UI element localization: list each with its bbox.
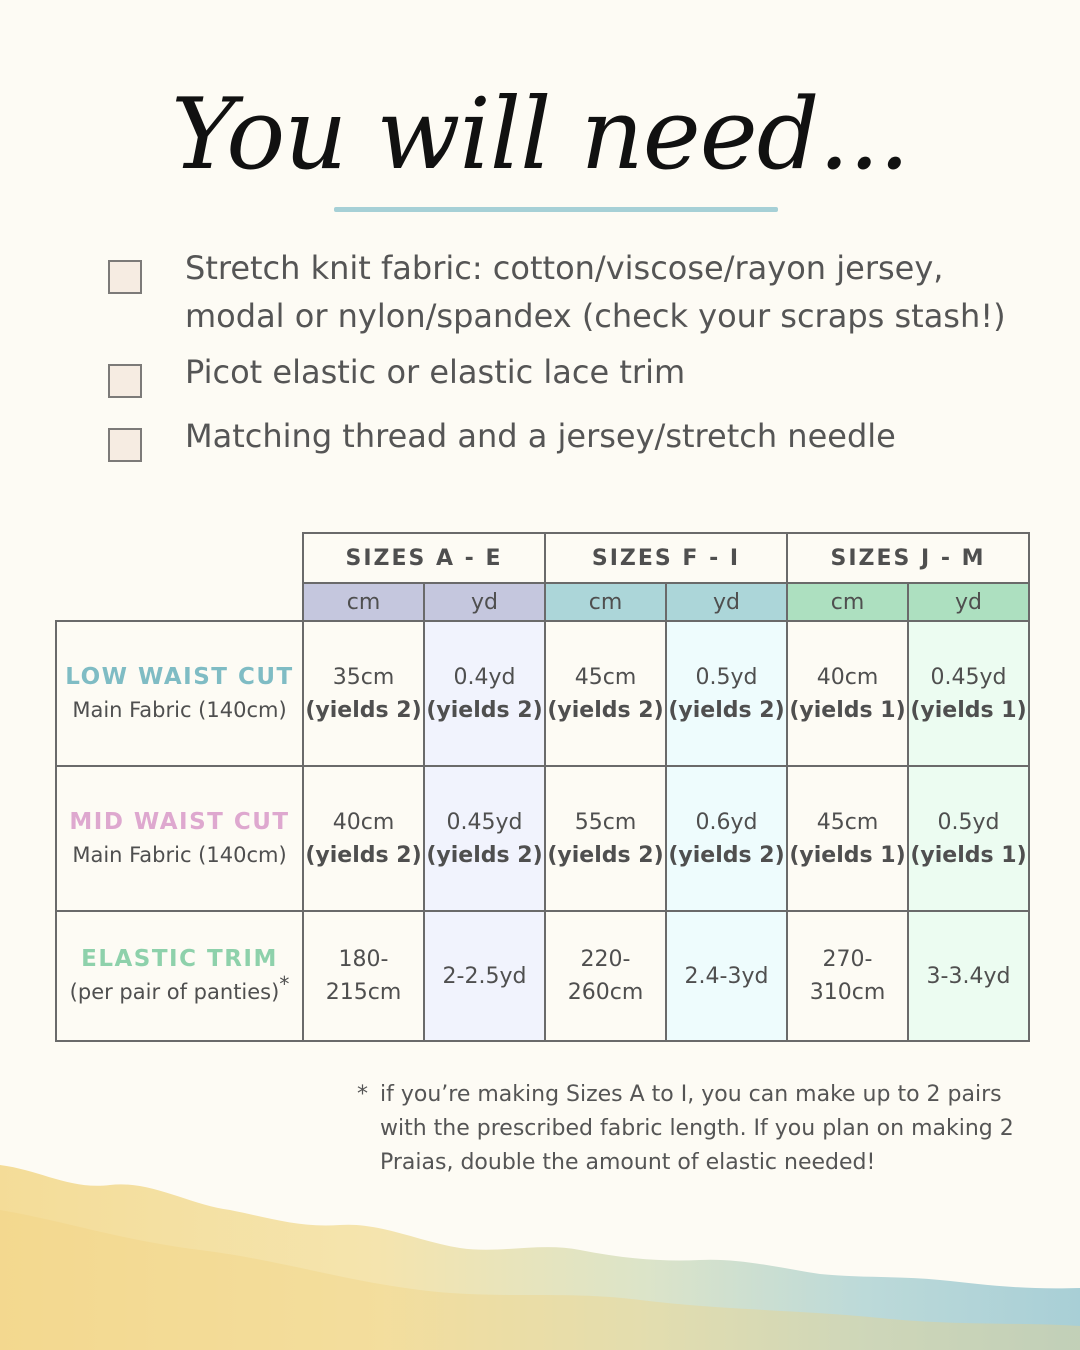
- table-row: [56, 911, 1029, 1041]
- title-underline: [334, 207, 778, 212]
- page-title: You will need...: [171, 78, 909, 192]
- group-header-sizes-f-i: SIZES F - I: [545, 533, 787, 583]
- cell-yield: (yields 2): [668, 842, 785, 868]
- unit-header: cm: [545, 583, 666, 621]
- cell-value: 0.4yd: [453, 664, 516, 690]
- table-corner: [56, 583, 303, 621]
- table-cell: [787, 911, 908, 1041]
- cell-yield: (yields 1): [789, 842, 906, 868]
- cell-value: 45cm: [816, 809, 879, 835]
- cell-yield: (yields 2): [668, 697, 785, 723]
- cell-yield: (yields 2): [305, 842, 422, 868]
- table-cell: [303, 766, 424, 911]
- table-cell: [545, 621, 666, 766]
- unit-header: yd: [908, 583, 1029, 621]
- table-cell: [545, 911, 666, 1041]
- checklist-text: Picot elastic or elastic lace trim: [185, 353, 686, 391]
- checkbox[interactable]: [108, 428, 142, 462]
- table-cell: [545, 766, 666, 911]
- cell-value: 40cm: [816, 664, 879, 690]
- footnote-asterisk: *: [279, 972, 290, 996]
- cell-value: 0.5yd: [937, 809, 1000, 835]
- table-cell: [666, 911, 787, 1041]
- cell-value: 260cm: [567, 980, 644, 1005]
- cell-yield: (yields 2): [547, 697, 664, 723]
- cell-value: 0.45yd: [930, 664, 1007, 690]
- cell-value: 180-: [338, 947, 389, 972]
- cell-value: 55cm: [574, 809, 637, 835]
- cell-value: 3-3.4yd: [926, 963, 1011, 989]
- cell-value: 0.5yd: [695, 664, 758, 690]
- cell-value: 0.45yd: [446, 809, 523, 835]
- table-cell: [908, 766, 1029, 911]
- cell-yield: (yields 2): [426, 842, 543, 868]
- cell-value: 0.6yd: [695, 809, 758, 835]
- unit-header: cm: [787, 583, 908, 621]
- checklist-text: Matching thread and a jersey/stretch needle: [185, 417, 896, 455]
- row-subtitle: Main Fabric (140cm): [72, 697, 287, 722]
- cell-yield: (yields 2): [305, 697, 422, 723]
- cell-value: 2.4-3yd: [684, 963, 769, 989]
- table-cell: [303, 911, 424, 1041]
- cell-yield: (yields 2): [547, 842, 664, 868]
- table-cell: [908, 621, 1029, 766]
- cell-value: 270-: [822, 947, 873, 972]
- row-label-low-waist: [56, 621, 303, 766]
- footnote-text: if you’re making Sizes A to I, you can make up to 2 pairs with the prescribed fabric length. If you plan on making 2 Praias, double the amount of elastic needed!: [380, 1082, 1014, 1175]
- checkbox[interactable]: [108, 364, 142, 398]
- cell-yield: (yields 1): [910, 842, 1027, 868]
- table-cell: [787, 621, 908, 766]
- table-corner: [56, 533, 303, 583]
- footnote-mark: *: [357, 1082, 368, 1107]
- group-header-sizes-j-m: SIZES J - M: [787, 533, 1029, 583]
- unit-header: yd: [666, 583, 787, 621]
- table-cell: [424, 911, 545, 1041]
- table-cell: [787, 766, 908, 911]
- watercolor-wash: [0, 1150, 1080, 1350]
- table-cell: [908, 911, 1029, 1041]
- row-title: ELASTIC TRIM: [81, 946, 278, 972]
- row-subtitle: Main Fabric (140cm): [72, 842, 287, 867]
- row-subtitle-text: (per pair of panties): [69, 980, 280, 1004]
- unit-header: yd: [424, 583, 545, 621]
- row-label-elastic-trim: [56, 911, 303, 1041]
- row-label-mid-waist: [56, 766, 303, 911]
- cell-value: 40cm: [332, 809, 395, 835]
- table-cell: [424, 766, 545, 911]
- table-cell: [303, 621, 424, 766]
- row-title: LOW WAIST CUT: [65, 663, 294, 690]
- checkbox[interactable]: [108, 260, 142, 294]
- cell-value: 215cm: [325, 980, 402, 1005]
- fabric-requirements-table: [55, 532, 1030, 1042]
- table-cell: [424, 621, 545, 766]
- table-cell: [666, 766, 787, 911]
- row-title: MID WAIST CUT: [69, 808, 290, 835]
- group-header-sizes-a-e: SIZES A - E: [303, 533, 545, 583]
- cell-value: 220-: [580, 947, 631, 972]
- table-row: [56, 766, 1029, 911]
- table-cell: [666, 621, 787, 766]
- cell-value: 310cm: [809, 980, 886, 1005]
- cell-value: 2-2.5yd: [442, 963, 527, 989]
- cell-yield: (yields 1): [789, 697, 906, 723]
- cell-value: 45cm: [574, 664, 637, 690]
- table-row: [56, 621, 1029, 766]
- cell-yield: (yields 2): [426, 697, 543, 723]
- cell-value: 35cm: [332, 664, 395, 690]
- cell-yield: (yields 1): [910, 697, 1027, 723]
- checklist-text: Stretch knit fabric: cotton/viscose/rayon jersey, modal or nylon/spandex (check your scraps stash!): [185, 249, 1006, 335]
- row-subtitle: [57, 972, 302, 1009]
- unit-header: cm: [303, 583, 424, 621]
